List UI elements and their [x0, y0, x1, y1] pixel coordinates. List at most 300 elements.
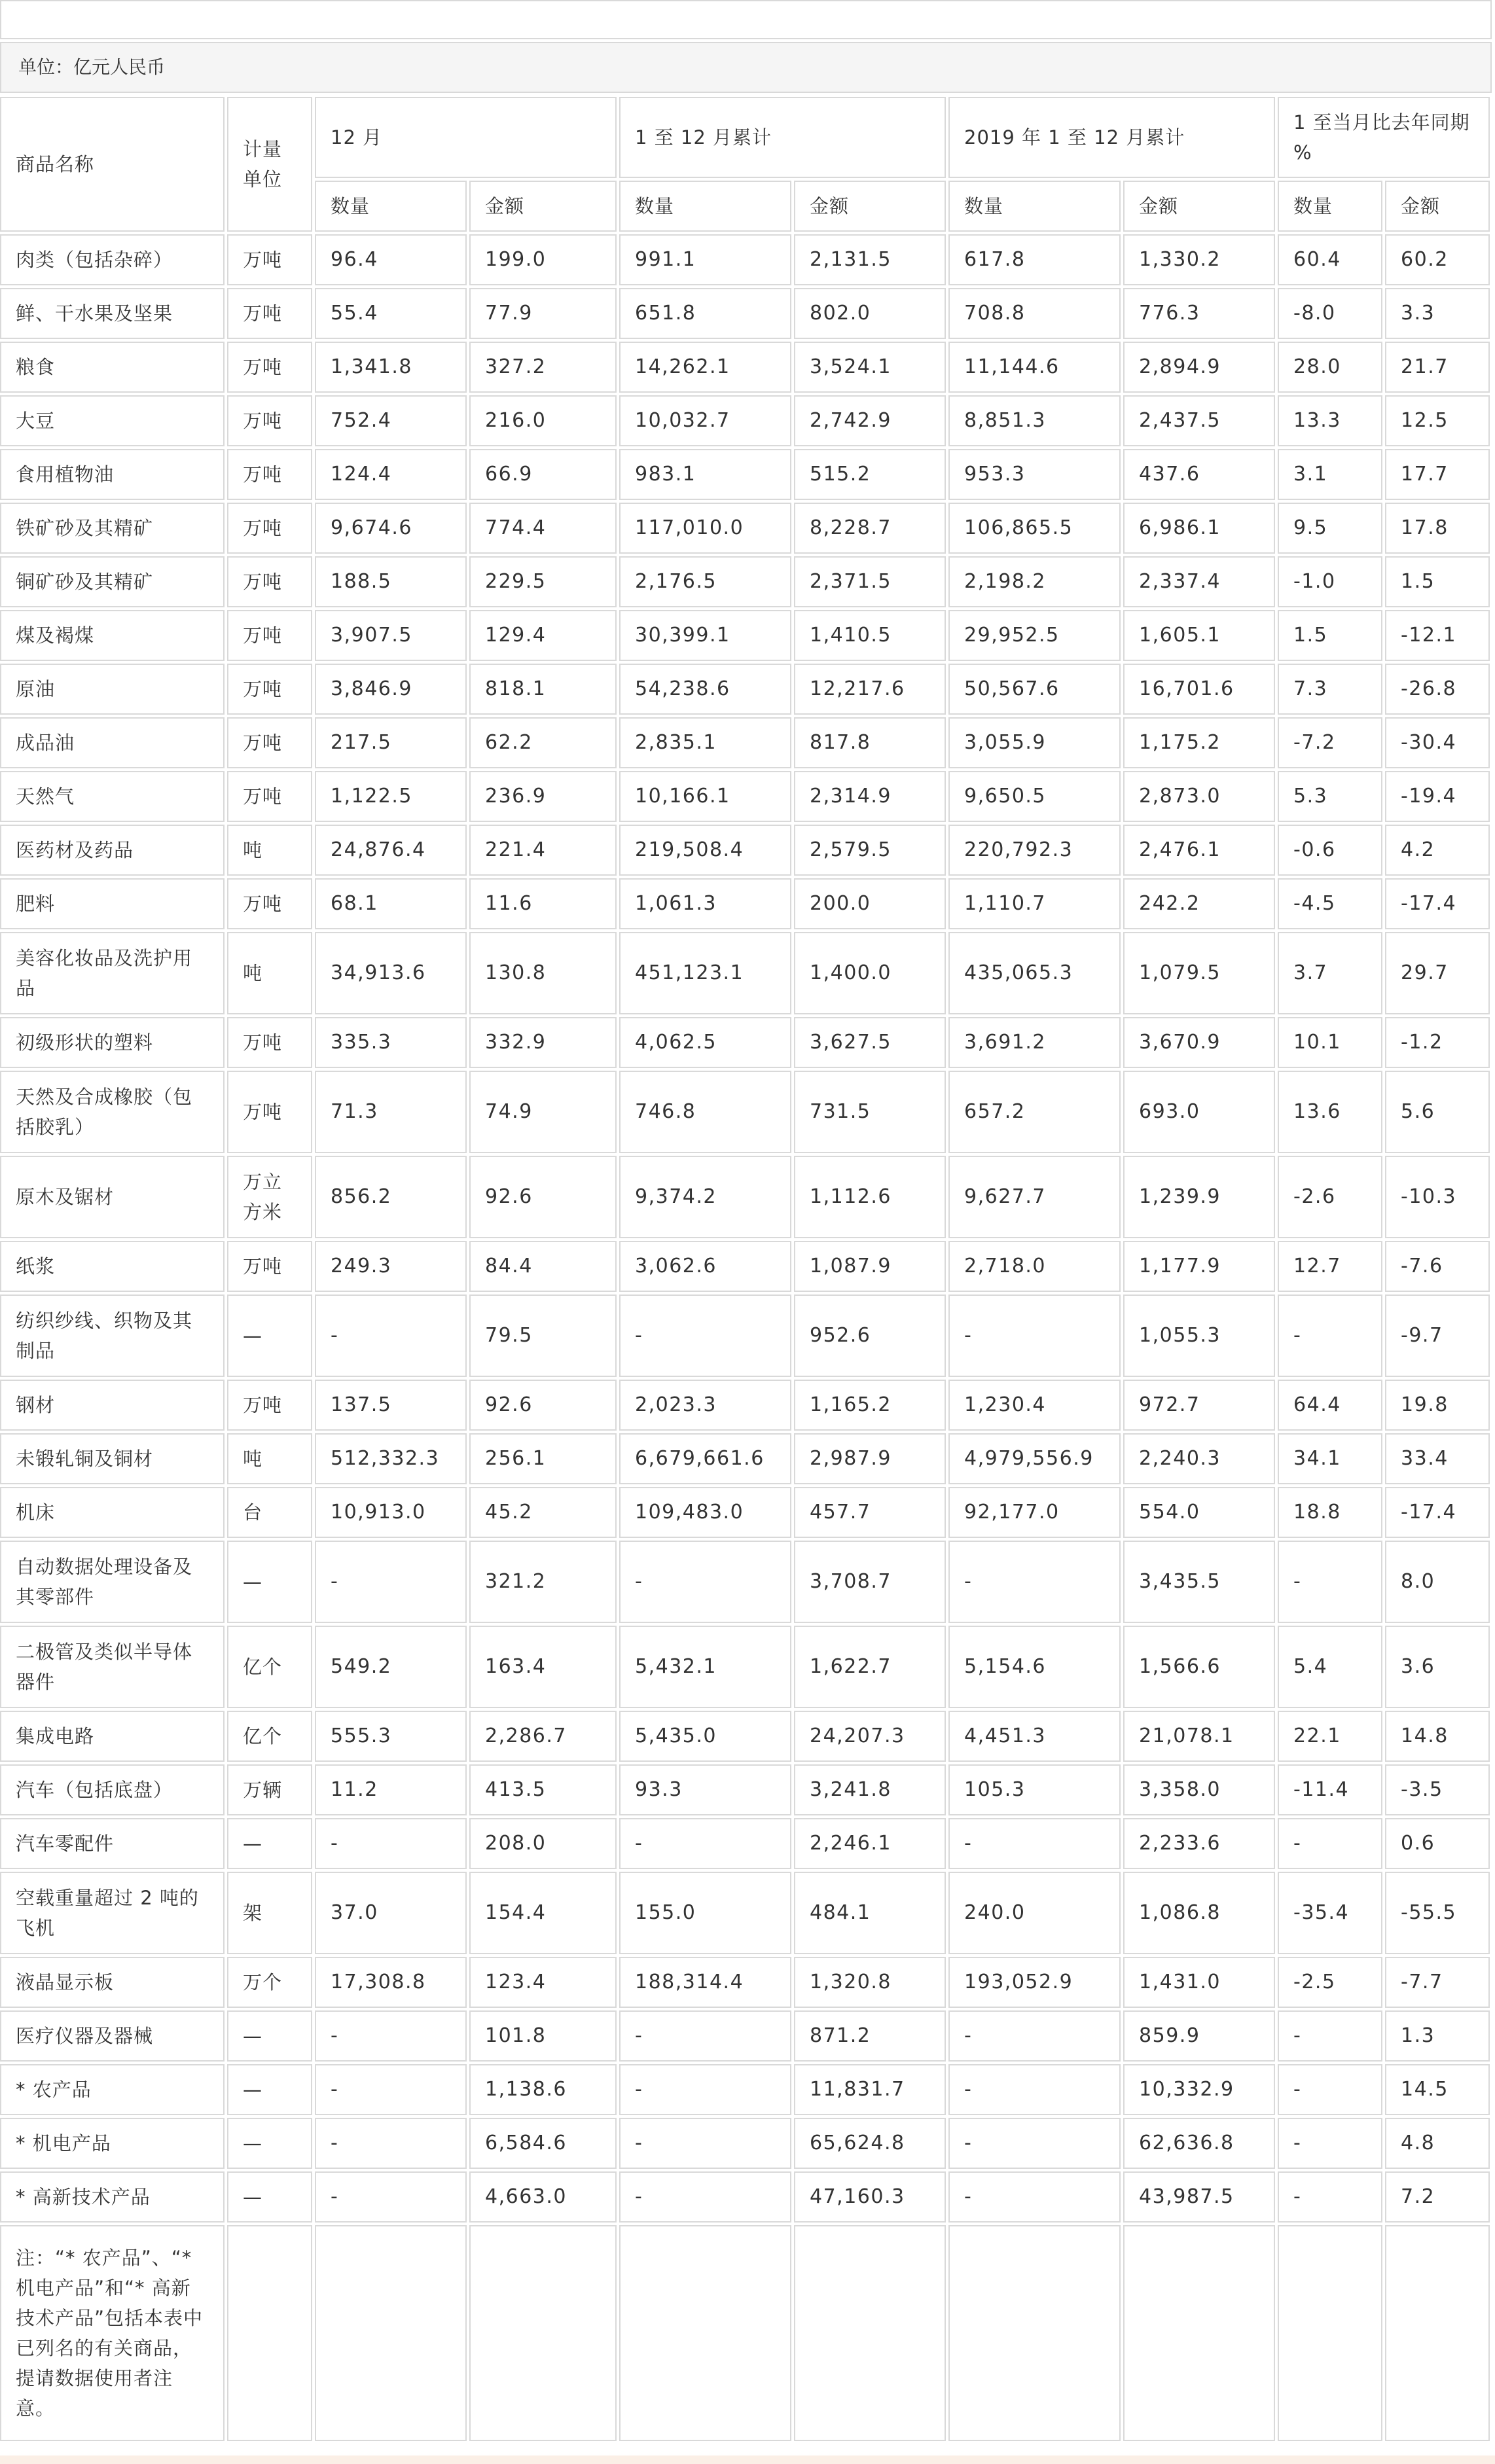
cell-dec-qty: 188.5	[315, 556, 467, 607]
cell-prev-qty: 1,110.7	[948, 878, 1121, 929]
header-unit: 计量单位	[227, 97, 312, 232]
cell-name: 大豆	[0, 395, 225, 446]
cell-yoy-amt: -9.7	[1385, 1294, 1490, 1377]
cell-unit: 万吨	[227, 449, 312, 500]
cell-yoy-qty: -	[1278, 2064, 1382, 2115]
cell-yoy-amt: -1.2	[1385, 1017, 1490, 1068]
table-row	[0, 825, 1490, 876]
cell-prev-qty: 92,177.0	[948, 1487, 1121, 1538]
cell-cum-amt: 802.0	[794, 288, 946, 339]
cell-cum-qty: -	[619, 2064, 791, 2115]
cell-yoy-amt: 17.7	[1385, 449, 1490, 500]
cell-cum-amt: 12,217.6	[794, 664, 946, 715]
table-row	[0, 342, 1490, 393]
cell-cum-qty: 219,508.4	[619, 825, 791, 876]
cell-prev-qty: 29,952.5	[948, 610, 1121, 661]
cell-unit: 万吨	[227, 717, 312, 768]
cell-name: 纺织纱线、织物及其制品	[0, 1294, 225, 1377]
cell-unit: —	[227, 2118, 312, 2169]
header-amt: 金额	[469, 181, 617, 232]
cell-yoy-amt: -19.4	[1385, 771, 1490, 822]
cell-cum-qty: -	[619, 2118, 791, 2169]
table-row	[0, 1380, 1490, 1431]
table-row	[0, 2064, 1490, 2115]
cell-dec-amt: 774.4	[469, 503, 617, 554]
cell-prev-qty: -	[948, 1294, 1121, 1377]
cell-cum-qty: -	[619, 2010, 791, 2062]
cell-unit: —	[227, 1541, 312, 1623]
cell-cum-qty: 117,010.0	[619, 503, 791, 554]
header-row-1	[0, 97, 1490, 178]
cell-dec-amt: 154.4	[469, 1872, 617, 1954]
cell-yoy-amt: 33.4	[1385, 1433, 1490, 1484]
cell-prev-amt: 2,476.1	[1123, 825, 1275, 876]
cell-name: 煤及褐煤	[0, 610, 225, 661]
cell-yoy-amt: 7.2	[1385, 2171, 1490, 2223]
cell-prev-amt: 1,566.6	[1123, 1626, 1275, 1708]
cell-prev-qty: 1,230.4	[948, 1380, 1121, 1431]
cell-dec-amt: 321.2	[469, 1541, 617, 1623]
cell-prev-amt: 2,437.5	[1123, 395, 1275, 446]
cell-unit: 万吨	[227, 503, 312, 554]
cell-unit: —	[227, 2064, 312, 2115]
cell-dec-qty: 1,122.5	[315, 771, 467, 822]
cell-yoy-amt: -3.5	[1385, 1764, 1490, 1815]
cell-prev-amt: 6,986.1	[1123, 503, 1275, 554]
header-cumulative-2020: 1 至 12 月累计	[619, 97, 946, 178]
cell-yoy-amt: -55.5	[1385, 1872, 1490, 1954]
cell-cum-qty: 4,062.5	[619, 1017, 791, 1068]
cell-yoy-amt: 1.3	[1385, 2010, 1490, 2062]
cell-name: 原油	[0, 664, 225, 715]
cell-cum-qty: 14,262.1	[619, 342, 791, 393]
cell-yoy-qty: 22.1	[1278, 1711, 1382, 1762]
header-qty: 数量	[315, 181, 467, 232]
cell-name: 美容化妆品及洗护用品	[0, 932, 225, 1014]
cell-name: 机床	[0, 1487, 225, 1538]
table-row	[0, 878, 1490, 929]
cell-dec-amt: 45.2	[469, 1487, 617, 1538]
cell-unit: 万吨	[227, 878, 312, 929]
cell-dec-amt: 2,286.7	[469, 1711, 617, 1762]
cell-unit: 亿个	[227, 1626, 312, 1708]
cell-prev-amt: 3,358.0	[1123, 1764, 1275, 1815]
cell-prev-amt: 693.0	[1123, 1071, 1275, 1153]
table-row	[0, 1156, 1490, 1238]
cell-unit: 万吨	[227, 664, 312, 715]
cell-name: 液晶显示板	[0, 1957, 225, 2008]
cell-cum-amt: 484.1	[794, 1872, 946, 1954]
cell-name: * 高新技术产品	[0, 2171, 225, 2223]
cell-cum-qty: 3,062.6	[619, 1241, 791, 1292]
table-row	[0, 449, 1490, 500]
table-row	[0, 1294, 1490, 1377]
cell-dec-amt: 818.1	[469, 664, 617, 715]
cell-yoy-amt: 21.7	[1385, 342, 1490, 393]
note-empty-cell	[1385, 2225, 1490, 2441]
cell-yoy-qty: -7.2	[1278, 717, 1382, 768]
cell-yoy-amt: 3.6	[1385, 1626, 1490, 1708]
cell-dec-amt: 84.4	[469, 1241, 617, 1292]
cell-prev-qty: 8,851.3	[948, 395, 1121, 446]
cell-yoy-amt: -30.4	[1385, 717, 1490, 768]
cell-dec-qty: 11.2	[315, 1764, 467, 1815]
header-qty: 数量	[1278, 181, 1382, 232]
table-row	[0, 1071, 1490, 1153]
cell-cum-qty: 6,679,661.6	[619, 1433, 791, 1484]
cell-cum-amt: 2,579.5	[794, 825, 946, 876]
cell-dec-amt: 62.2	[469, 717, 617, 768]
table-row	[0, 1541, 1490, 1623]
cell-dec-amt: 79.5	[469, 1294, 617, 1377]
cell-dec-amt: 1,138.6	[469, 2064, 617, 2115]
table-row	[0, 1818, 1490, 1869]
cell-cum-amt: 24,207.3	[794, 1711, 946, 1762]
cell-prev-qty: -	[948, 2064, 1121, 2115]
cell-yoy-amt: 14.8	[1385, 1711, 1490, 1762]
cell-dec-amt: 327.2	[469, 342, 617, 393]
cell-dec-amt: 92.6	[469, 1156, 617, 1238]
cell-cum-amt: 47,160.3	[794, 2171, 946, 2223]
note-row	[0, 2225, 1490, 2441]
table-row	[0, 771, 1490, 822]
table-row	[0, 2010, 1490, 2062]
cell-dec-qty: 3,907.5	[315, 610, 467, 661]
cell-prev-amt: 16,701.6	[1123, 664, 1275, 715]
cell-prev-amt: 43,987.5	[1123, 2171, 1275, 2223]
cell-yoy-qty: 5.3	[1278, 771, 1382, 822]
cell-yoy-amt: -26.8	[1385, 664, 1490, 715]
header-name: 商品名称	[0, 97, 225, 232]
cell-yoy-amt: 4.8	[1385, 2118, 1490, 2169]
cell-name: 鲜、干水果及坚果	[0, 288, 225, 339]
cell-cum-amt: 2,371.5	[794, 556, 946, 607]
cell-yoy-qty: 5.4	[1278, 1626, 1382, 1708]
cell-cum-qty: -	[619, 2171, 791, 2223]
cell-yoy-qty: 13.6	[1278, 1071, 1382, 1153]
cell-cum-amt: 515.2	[794, 449, 946, 500]
cell-prev-qty: 2,718.0	[948, 1241, 1121, 1292]
cell-yoy-qty: 7.3	[1278, 664, 1382, 715]
cell-yoy-amt: -7.6	[1385, 1241, 1490, 1292]
cell-dec-amt: 216.0	[469, 395, 617, 446]
cell-cum-amt: 1,087.9	[794, 1241, 946, 1292]
cell-prev-qty: 105.3	[948, 1764, 1121, 1815]
cell-dec-qty: 856.2	[315, 1156, 467, 1238]
cell-cum-amt: 871.2	[794, 2010, 946, 2062]
cell-prev-qty: 9,627.7	[948, 1156, 1121, 1238]
cell-cum-amt: 457.7	[794, 1487, 946, 1538]
import-goods-table	[0, 94, 1492, 2444]
cell-unit: 万吨	[227, 1017, 312, 1068]
cell-prev-qty: 4,979,556.9	[948, 1433, 1121, 1484]
cell-prev-qty: -	[948, 2171, 1121, 2223]
note-empty-cell	[469, 2225, 617, 2441]
cell-cum-amt: 1,112.6	[794, 1156, 946, 1238]
cell-cum-qty: 54,238.6	[619, 664, 791, 715]
cell-yoy-qty: -0.6	[1278, 825, 1382, 876]
cell-name: * 机电产品	[0, 2118, 225, 2169]
cell-dec-qty: -	[315, 2118, 467, 2169]
header-december: 12 月	[315, 97, 617, 178]
cell-prev-amt: 1,431.0	[1123, 1957, 1275, 2008]
cell-prev-qty: 3,055.9	[948, 717, 1121, 768]
cell-dec-amt: 229.5	[469, 556, 617, 607]
cell-dec-amt: 123.4	[469, 1957, 617, 2008]
cell-cum-qty: 10,032.7	[619, 395, 791, 446]
cell-unit: —	[227, 2010, 312, 2062]
cell-prev-amt: 2,233.6	[1123, 1818, 1275, 1869]
cell-name: 铜矿砂及其精矿	[0, 556, 225, 607]
cell-unit: 吨	[227, 825, 312, 876]
cell-cum-qty: 2,835.1	[619, 717, 791, 768]
note-empty-cell	[1278, 2225, 1382, 2441]
cell-dec-qty: 9,674.6	[315, 503, 467, 554]
cell-cum-qty: 10,166.1	[619, 771, 791, 822]
cell-prev-amt: 1,175.2	[1123, 717, 1275, 768]
cell-name: 医药材及药品	[0, 825, 225, 876]
cell-cum-qty: 109,483.0	[619, 1487, 791, 1538]
cell-prev-qty: 657.2	[948, 1071, 1121, 1153]
cell-prev-amt: 2,240.3	[1123, 1433, 1275, 1484]
note-empty-cell	[948, 2225, 1121, 2441]
cell-dec-qty: 555.3	[315, 1711, 467, 1762]
cell-prev-amt: 1,079.5	[1123, 932, 1275, 1014]
cell-dec-qty: 124.4	[315, 449, 467, 500]
top-bar	[0, 0, 1492, 39]
header-amt: 金额	[1385, 181, 1490, 232]
cell-unit: 万吨	[227, 342, 312, 393]
cell-yoy-qty: -	[1278, 1818, 1382, 1869]
cell-dec-qty: 3,846.9	[315, 664, 467, 715]
note-empty-cell	[794, 2225, 946, 2441]
cell-yoy-amt: 0.6	[1385, 1818, 1490, 1869]
cell-cum-qty: 651.8	[619, 288, 791, 339]
cell-prev-amt: 2,873.0	[1123, 771, 1275, 822]
cell-dec-amt: 77.9	[469, 288, 617, 339]
cell-dec-qty: 17,308.8	[315, 1957, 467, 2008]
cell-unit: 万辆	[227, 1764, 312, 1815]
cell-unit: 万吨	[227, 288, 312, 339]
cell-unit: 万吨	[227, 771, 312, 822]
cell-dec-qty: 752.4	[315, 395, 467, 446]
header-qty: 数量	[948, 181, 1121, 232]
bottom-strip	[0, 2455, 1495, 2464]
cell-dec-amt: 4,663.0	[469, 2171, 617, 2223]
cell-name: 医疗仪器及器械	[0, 2010, 225, 2062]
cell-yoy-qty: 1.5	[1278, 610, 1382, 661]
cell-cum-qty: 188,314.4	[619, 1957, 791, 2008]
table-row	[0, 610, 1490, 661]
cell-dec-amt: 92.6	[469, 1380, 617, 1431]
cell-yoy-amt: 17.8	[1385, 503, 1490, 554]
cell-cum-amt: 2,314.9	[794, 771, 946, 822]
cell-dec-qty: 335.3	[315, 1017, 467, 1068]
cell-dec-qty: 55.4	[315, 288, 467, 339]
cell-yoy-qty: 3.1	[1278, 449, 1382, 500]
cell-dec-amt: 130.8	[469, 932, 617, 1014]
cell-name: 铁矿砂及其精矿	[0, 503, 225, 554]
cell-name: 自动数据处理设备及其零部件	[0, 1541, 225, 1623]
cell-name: 二极管及类似半导体器件	[0, 1626, 225, 1708]
cell-prev-qty: 617.8	[948, 234, 1121, 285]
cell-yoy-amt: 12.5	[1385, 395, 1490, 446]
cell-yoy-qty: -	[1278, 1541, 1382, 1623]
cell-name: 肥料	[0, 878, 225, 929]
cell-prev-amt: 62,636.8	[1123, 2118, 1275, 2169]
cell-yoy-amt: 3.3	[1385, 288, 1490, 339]
table-row	[0, 1626, 1490, 1708]
cell-prev-qty: 2,198.2	[948, 556, 1121, 607]
cell-dec-qty: 96.4	[315, 234, 467, 285]
cell-prev-amt: 554.0	[1123, 1487, 1275, 1538]
header-cumulative-2019: 2019 年 1 至 12 月累计	[948, 97, 1275, 178]
table-row	[0, 556, 1490, 607]
table-row	[0, 1957, 1490, 2008]
table-row	[0, 1711, 1490, 1762]
cell-name: 初级形状的塑料	[0, 1017, 225, 1068]
cell-name: 未锻轧铜及铜材	[0, 1433, 225, 1484]
header-qty: 数量	[619, 181, 791, 232]
cell-yoy-amt: -7.7	[1385, 1957, 1490, 2008]
cell-unit: 万吨	[227, 1241, 312, 1292]
cell-cum-amt: 3,627.5	[794, 1017, 946, 1068]
cell-unit: 万个	[227, 1957, 312, 2008]
cell-unit: 万立方米	[227, 1156, 312, 1238]
cell-dec-qty: 1,341.8	[315, 342, 467, 393]
cell-cum-amt: 1,410.5	[794, 610, 946, 661]
table-row	[0, 1433, 1490, 1484]
cell-prev-qty: 193,052.9	[948, 1957, 1121, 2008]
cell-cum-qty: 991.1	[619, 234, 791, 285]
cell-cum-qty: 1,061.3	[619, 878, 791, 929]
table-note: 注：“* 农产品”、“* 机电产品”和“* 高新技术产品”包括本表中已列名的有关商品，提请数据使用者注意。	[0, 2225, 225, 2441]
cell-prev-amt: 3,670.9	[1123, 1017, 1275, 1068]
note-empty-cell	[619, 2225, 791, 2441]
cell-dec-qty: 37.0	[315, 1872, 467, 1954]
cell-dec-amt: 236.9	[469, 771, 617, 822]
table-row	[0, 2171, 1490, 2223]
cell-prev-amt: 1,086.8	[1123, 1872, 1275, 1954]
cell-cum-qty: 30,399.1	[619, 610, 791, 661]
cell-cum-qty: 451,123.1	[619, 932, 791, 1014]
cell-cum-qty: 9,374.2	[619, 1156, 791, 1238]
table-row	[0, 717, 1490, 768]
table-row	[0, 2118, 1490, 2169]
cell-cum-amt: 2,246.1	[794, 1818, 946, 1869]
cell-dec-qty: 249.3	[315, 1241, 467, 1292]
cell-yoy-amt: 5.6	[1385, 1071, 1490, 1153]
cell-yoy-qty: 60.4	[1278, 234, 1382, 285]
cell-name: * 农产品	[0, 2064, 225, 2115]
table-row	[0, 1872, 1490, 1954]
cell-dec-qty: 24,876.4	[315, 825, 467, 876]
cell-cum-qty: -	[619, 1541, 791, 1623]
cell-yoy-qty: 64.4	[1278, 1380, 1382, 1431]
header-amt: 金额	[1123, 181, 1275, 232]
cell-cum-qty: -	[619, 1294, 791, 1377]
cell-name: 成品油	[0, 717, 225, 768]
cell-dec-amt: 74.9	[469, 1071, 617, 1153]
cell-dec-amt: 66.9	[469, 449, 617, 500]
header-amt: 金额	[794, 181, 946, 232]
cell-cum-amt: 1,165.2	[794, 1380, 946, 1431]
cell-prev-amt: 1,330.2	[1123, 234, 1275, 285]
cell-name: 食用植物油	[0, 449, 225, 500]
note-empty-cell	[315, 2225, 467, 2441]
cell-cum-amt: 817.8	[794, 717, 946, 768]
cell-prev-amt: 1,605.1	[1123, 610, 1275, 661]
cell-prev-qty: 435,065.3	[948, 932, 1121, 1014]
cell-yoy-amt: 4.2	[1385, 825, 1490, 876]
cell-cum-amt: 2,987.9	[794, 1433, 946, 1484]
cell-cum-amt: 3,708.7	[794, 1541, 946, 1623]
cell-dec-amt: 199.0	[469, 234, 617, 285]
cell-prev-qty: 708.8	[948, 288, 1121, 339]
cell-unit: 亿个	[227, 1711, 312, 1762]
cell-prev-qty: 4,451.3	[948, 1711, 1121, 1762]
cell-prev-amt: 437.6	[1123, 449, 1275, 500]
cell-yoy-amt: 19.8	[1385, 1380, 1490, 1431]
cell-yoy-qty: 9.5	[1278, 503, 1382, 554]
cell-name: 集成电路	[0, 1711, 225, 1762]
cell-cum-qty: 5,435.0	[619, 1711, 791, 1762]
cell-cum-amt: 1,400.0	[794, 932, 946, 1014]
cell-yoy-qty: 18.8	[1278, 1487, 1382, 1538]
header-yoy: 1 至当月比去年同期 %	[1278, 97, 1490, 178]
cell-prev-amt: 21,078.1	[1123, 1711, 1275, 1762]
table-row	[0, 395, 1490, 446]
cell-yoy-qty: 34.1	[1278, 1433, 1382, 1484]
cell-name: 天然及合成橡胶（包括胶乳）	[0, 1071, 225, 1153]
table-row	[0, 932, 1490, 1014]
cell-yoy-qty: -	[1278, 2010, 1382, 2062]
cell-name: 钢材	[0, 1380, 225, 1431]
cell-dec-amt: 221.4	[469, 825, 617, 876]
cell-prev-qty: 11,144.6	[948, 342, 1121, 393]
cell-yoy-amt: 1.5	[1385, 556, 1490, 607]
note-empty-cell	[227, 2225, 312, 2441]
cell-name: 天然气	[0, 771, 225, 822]
cell-cum-amt: 731.5	[794, 1071, 946, 1153]
cell-yoy-qty: -2.6	[1278, 1156, 1382, 1238]
cell-cum-qty: 983.1	[619, 449, 791, 500]
cell-dec-amt: 332.9	[469, 1017, 617, 1068]
cell-cum-qty: 5,432.1	[619, 1626, 791, 1708]
cell-cum-qty: 2,023.3	[619, 1380, 791, 1431]
cell-dec-qty: -	[315, 2171, 467, 2223]
cell-dec-qty: 137.5	[315, 1380, 467, 1431]
cell-name: 原木及锯材	[0, 1156, 225, 1238]
cell-cum-amt: 3,241.8	[794, 1764, 946, 1815]
cell-yoy-amt: 29.7	[1385, 932, 1490, 1014]
cell-yoy-amt: -12.1	[1385, 610, 1490, 661]
cell-yoy-qty: 3.7	[1278, 932, 1382, 1014]
cell-prev-amt: 972.7	[1123, 1380, 1275, 1431]
cell-dec-amt: 11.6	[469, 878, 617, 929]
cell-name: 粮食	[0, 342, 225, 393]
cell-yoy-qty: 12.7	[1278, 1241, 1382, 1292]
cell-dec-qty: 217.5	[315, 717, 467, 768]
cell-yoy-amt: 60.2	[1385, 234, 1490, 285]
cell-cum-qty: 93.3	[619, 1764, 791, 1815]
cell-yoy-amt: -17.4	[1385, 1487, 1490, 1538]
note-empty-cell	[1123, 2225, 1275, 2441]
cell-prev-qty: 220,792.3	[948, 825, 1121, 876]
cell-cum-qty: 746.8	[619, 1071, 791, 1153]
cell-yoy-amt: -17.4	[1385, 878, 1490, 929]
cell-dec-qty: 549.2	[315, 1626, 467, 1708]
